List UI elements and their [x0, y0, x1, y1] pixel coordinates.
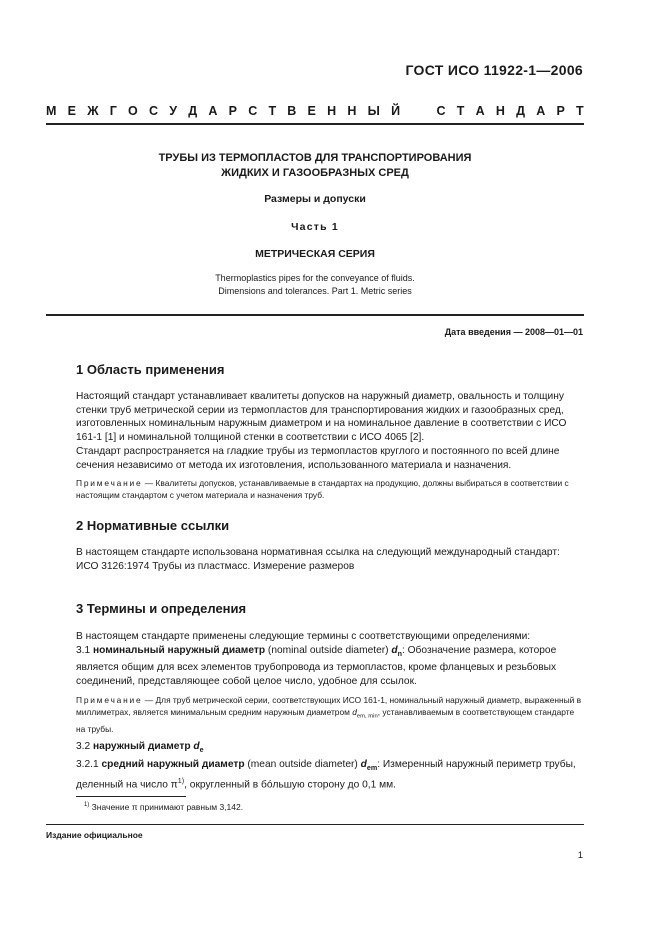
banner-letter: У: [169, 104, 178, 118]
banner-letter: О: [128, 104, 138, 118]
section-3-intro: В настоящем стандарте применены следующие термины с соответствующими определениями:: [76, 631, 531, 642]
footnote-mark: 1): [84, 802, 90, 809]
banner-letter: Д: [188, 104, 198, 118]
banner-letter: Е: [307, 104, 316, 118]
page-number: 1: [577, 850, 583, 861]
document-part: Часть 1: [291, 221, 339, 233]
section-3-terms-2: [76, 740, 584, 793]
banner-letter: Т: [268, 104, 277, 118]
english-title-line-1: Thermoplastics pipes for the conveyance of fluids.: [215, 273, 415, 283]
section-2-reference: ИСО 3126:1974 Трубы из пластмасс. Измерение размеров: [76, 560, 355, 572]
banner-letter: Й: [391, 104, 401, 118]
effective-date: Дата введения — 2008—01—01: [444, 327, 583, 337]
title-line-2: ЖИДКИХ И ГАЗООБРАЗНЫХ СРЕД: [221, 167, 409, 179]
title-line-1: ТРУБЫ ИЗ ТЕРМОПЛАСТОВ ДЛЯ ТРАНСПОРТИРОВАНИЯ: [158, 152, 472, 164]
term-3-1-english: (nominal outside diameter): [265, 644, 392, 656]
section-1-body: [76, 390, 584, 472]
banner-letter: [411, 104, 425, 118]
term-3-2-1-number: 3.2.1: [76, 758, 102, 770]
section-1-heading: 1 Область применения: [76, 362, 225, 377]
term-3-2-1-definition-2: , округленный в бóльшую сторону до 0,1 мм.: [184, 779, 396, 791]
term-3-1-number: 3.1: [76, 644, 93, 656]
section-1-note: [76, 477, 584, 501]
banner-letter: Т: [576, 104, 584, 118]
section-1-para-2: Стандарт распространяется на гладкие трубы из термопластов круглого и постоянного по всей длине сечения независимо от метода их изготовления, использованного материала и назначения.: [76, 445, 560, 471]
note-label: Примечание: [76, 695, 143, 705]
term-3-2-name: наружный диаметр: [93, 741, 194, 752]
note-symbol: d: [352, 707, 357, 718]
note-subscript: em, min: [356, 713, 378, 720]
standard-number: ГОСТ ИСО 11922-1—2006: [405, 62, 583, 78]
banner-letter: С: [149, 104, 159, 118]
official-edition: Издание официальное: [46, 830, 143, 840]
document-series: МЕТРИЧЕСКАЯ СЕРИЯ: [255, 248, 375, 260]
banner-letter: А: [536, 104, 546, 118]
note-text-2: , устанавливаемым в соответствующем стандарте на трубы.: [76, 707, 575, 735]
document-subtitle: Размеры и допуски: [264, 193, 366, 205]
term-3-2-1-subscript: em: [366, 763, 378, 772]
note-label: Примечание: [76, 478, 143, 488]
term-3-2: [76, 740, 584, 758]
term-3-1: [76, 644, 584, 689]
footnote-text: Значение π принимают равным 3,142.: [89, 802, 244, 812]
section-2-heading: 2 Нормативные ссылки: [76, 518, 230, 533]
section-3-body: [76, 630, 584, 689]
note-text: — Квалитеты допусков, устанавливаемые в стандартах на продукцию, должны выбираться в соответствии с настоящим стандартом с учетом материала и назначения труб.: [76, 478, 569, 501]
term-3-1-subscript: n: [397, 649, 402, 658]
banner-letter: Т: [456, 104, 465, 118]
banner-letter: Р: [228, 104, 237, 118]
document-title: [46, 151, 584, 181]
footnote-reference[interactable]: 1): [177, 777, 185, 786]
term-3-2-1: [76, 758, 584, 793]
note-text-1: — Для труб метрической серии, соответствующих ИСО 161-1, номинальный наружный диаметр, выраженный в миллиметрах, является минимальным средним наружным диаметром: [76, 695, 582, 718]
term-3-2-subscript: e: [199, 746, 204, 755]
term-3-1-definition: : Обозначение размера, которое является общим для всех элементов трубопровода из термопластов, кроме фланцевых и резьбовых соединений, представляющее собой целое число, удобное для ссылок.: [76, 644, 557, 688]
section-3-note: [76, 694, 584, 735]
term-3-2-1-symbol: d: [360, 758, 367, 770]
banner-letter: Ж: [87, 104, 99, 118]
section-2-para-1: В настоящем стандарте использована нормативная ссылка на следующий международный стандарт:: [76, 547, 560, 558]
english-title-line-2: Dimensions and tolerances. Part 1. Metric series: [218, 286, 412, 296]
term-3-2-number: 3.2: [76, 741, 93, 752]
banner-letter: Е: [67, 104, 76, 118]
term-3-1-name: номинальный наружный диаметр: [93, 644, 266, 656]
banner-letter: Г: [109, 104, 117, 118]
section-1-para-1: Настоящий стандарт устанавливает квалитеты допусков на наружный диаметр, овальность и толщину стенки труб метрической серии из термопластов для транспортирования жидких и газообразных сред, изготовленных номинальным наружным диаметром и на номинальное давление в соответствии с ИСО 161-1 [1] и номинальной толщиной стенки в соответствии с ИСО 4065 [2].: [76, 391, 567, 444]
interstate-standard-banner: [46, 104, 584, 118]
english-title: [46, 272, 584, 298]
term-3-2-1-name: средний наружный диаметр: [101, 758, 245, 770]
banner-letter: С: [248, 104, 258, 118]
section-2-body: [76, 546, 584, 573]
footnote-divider: [76, 796, 186, 797]
term-3-2-1-definition-1: : Измеренный наружный периметр трубы, деленный на число: [76, 758, 576, 791]
banner-letter: Н: [495, 104, 505, 118]
banner-letter: Д: [516, 104, 526, 118]
term-3-1-symbol: d: [391, 644, 398, 656]
footer-divider: [46, 824, 584, 825]
banner-letter: Н: [327, 104, 337, 118]
top-divider: [46, 123, 584, 125]
title-divider: [46, 314, 584, 316]
banner-letter: А: [475, 104, 485, 118]
banner-letter: Н: [347, 104, 357, 118]
banner-letter: В: [287, 104, 297, 118]
banner-letter: Ы: [367, 104, 380, 118]
banner-letter: М: [46, 104, 57, 118]
banner-letter: Р: [556, 104, 565, 118]
pi-symbol: π: [170, 779, 178, 791]
banner-letter: С: [436, 104, 446, 118]
term-3-2-symbol: d: [193, 741, 200, 752]
banner-letter: А: [208, 104, 218, 118]
section-3-heading: 3 Термины и определения: [76, 601, 247, 616]
term-3-2-1-english: (mean outside diameter): [244, 758, 361, 770]
footnote: [84, 802, 243, 812]
